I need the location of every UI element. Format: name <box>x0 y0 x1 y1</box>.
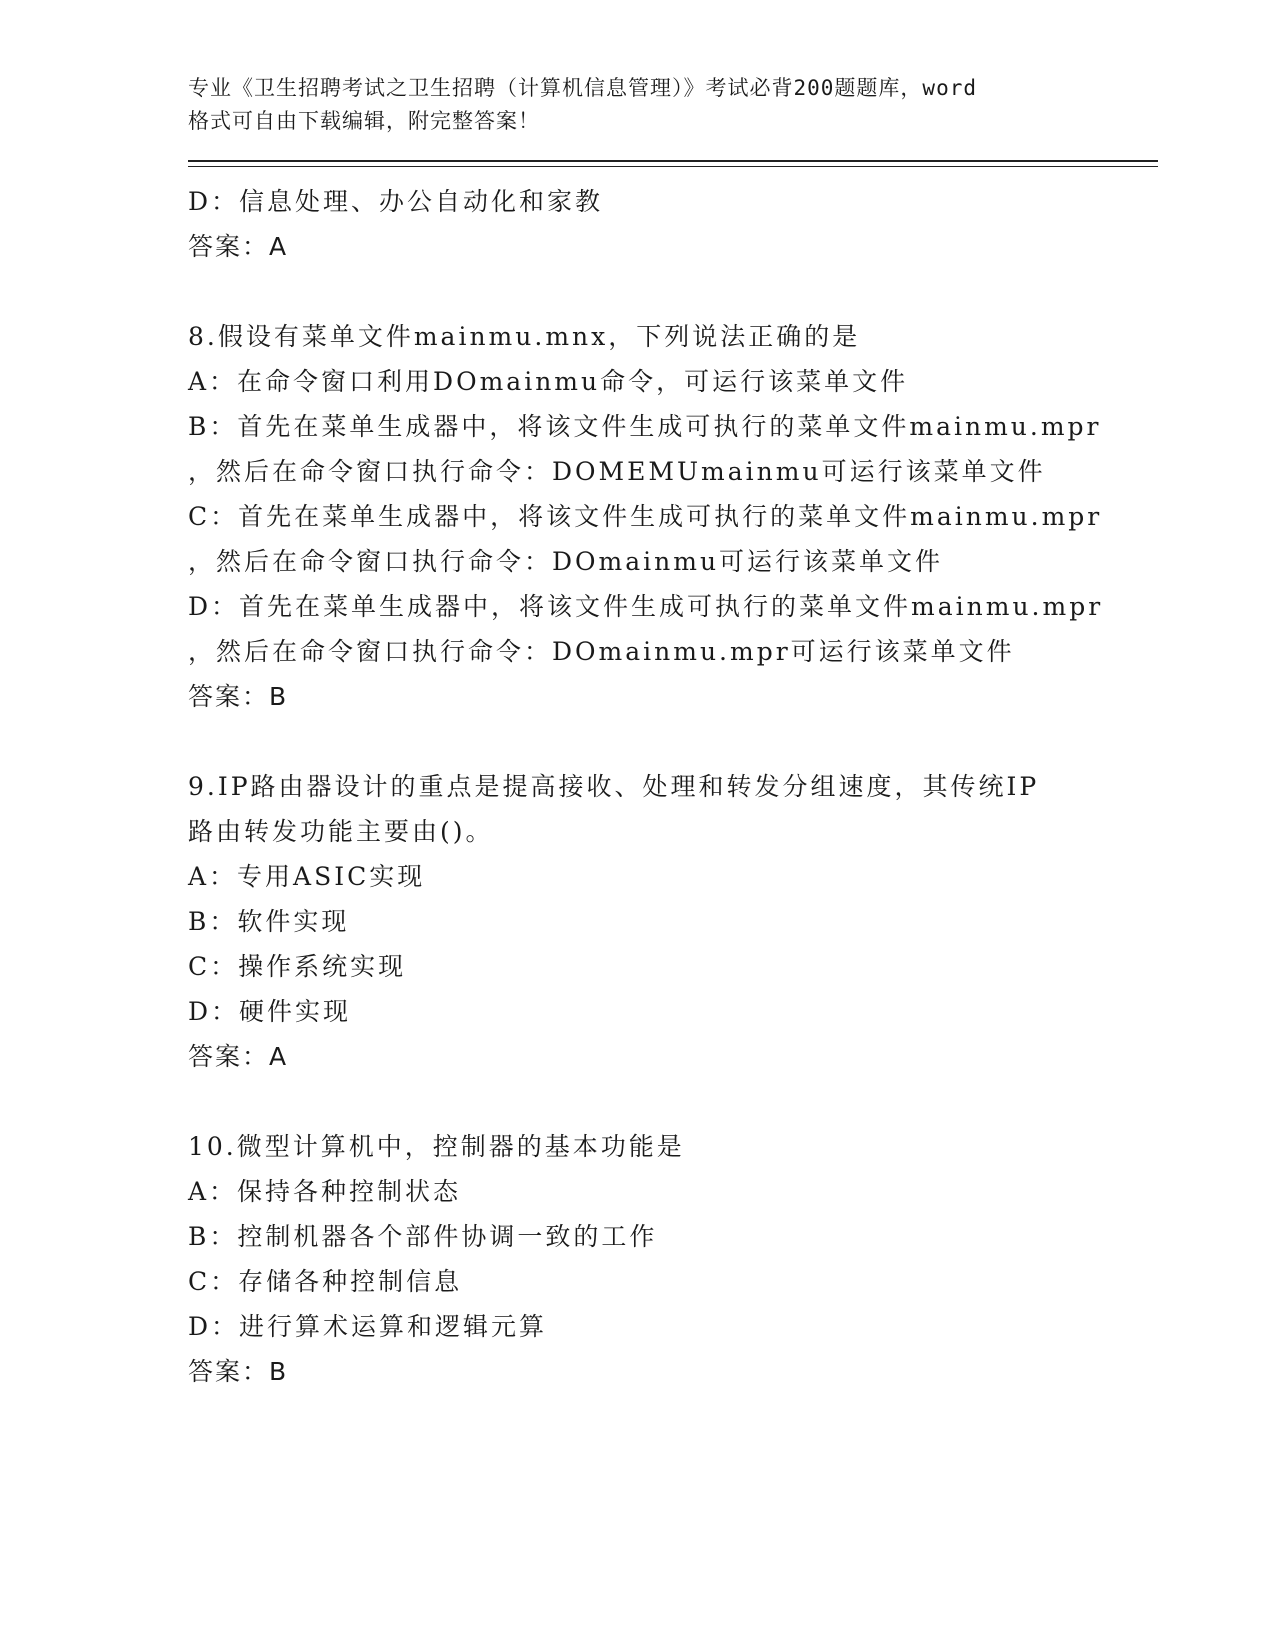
q9-option-b: B：软件实现 <box>188 907 350 936</box>
prev-option-d: D：信息处理、办公自动化和家教 <box>188 187 604 216</box>
q9-option-a: A：专用ASIC实现 <box>188 862 426 891</box>
q8-stem: 8.假设有菜单文件mainmu.mnx，下列说法正确的是 <box>188 322 861 351</box>
q8-option-a: A：在命令窗口利用DOmainmu命令，可运行该菜单文件 <box>188 367 909 396</box>
q9-stem-line-1: 9.IP路由器设计的重点是提高接收、处理和转发分组速度，其传统IP <box>188 772 1040 801</box>
prev-answer: 答案：A <box>188 232 289 261</box>
spacer <box>188 719 1158 764</box>
q8-option-d-line-2: ，然后在命令窗口执行命令：DOmainmu.mpr可运行该菜单文件 <box>188 637 1015 666</box>
q9-option-c: C：操作系统实现 <box>188 952 407 981</box>
q9-stem-line-2: 路由转发功能主要由()。 <box>188 817 494 846</box>
q10-option-a: A：保持各种控制状态 <box>188 1177 462 1206</box>
q8-option-b-line-1: B：首先在菜单生成器中，将该文件生成可执行的菜单文件mainmu.mpr <box>188 412 1102 441</box>
q8-option-c-line-1: C：首先在菜单生成器中，将该文件生成可执行的菜单文件mainmu.mpr <box>188 502 1103 531</box>
spacer <box>188 1079 1158 1124</box>
document-header <box>188 72 1158 138</box>
question-8 <box>188 314 1158 719</box>
document-page <box>188 72 1158 1394</box>
q9-option-d: D：硬件实现 <box>188 997 352 1026</box>
q10-stem: 10.微型计算机中，控制器的基本功能是 <box>188 1132 685 1161</box>
header-line-2: 格式可自由下载编辑，附完整答案！ <box>188 109 540 133</box>
q10-option-c: C：存储各种控制信息 <box>188 1267 463 1296</box>
q8-answer: 答案：B <box>188 682 289 711</box>
q10-option-d: D：进行算术运算和逻辑元算 <box>188 1312 548 1341</box>
spacer <box>188 269 1158 314</box>
q10-answer: 答案：B <box>188 1357 289 1386</box>
header-line-1: 专业《卫生招聘考试之卫生招聘（计算机信息管理）》考试必背200题题库，word <box>188 76 977 100</box>
header-divider <box>188 160 1158 167</box>
q8-option-d-line-1: D：首先在菜单生成器中，将该文件生成可执行的菜单文件mainmu.mpr <box>188 592 1104 621</box>
q8-option-b-line-2: ，然后在命令窗口执行命令：DOMEMUmainmu可运行该菜单文件 <box>188 457 1046 486</box>
question-10 <box>188 1124 1158 1394</box>
q8-option-c-line-2: ，然后在命令窗口执行命令：DOmainmu可运行该菜单文件 <box>188 547 944 576</box>
q9-answer: 答案：A <box>188 1042 289 1071</box>
prev-question-block <box>188 179 1158 269</box>
question-9 <box>188 764 1158 1079</box>
q10-option-b: B：控制机器各个部件协调一致的工作 <box>188 1222 658 1251</box>
